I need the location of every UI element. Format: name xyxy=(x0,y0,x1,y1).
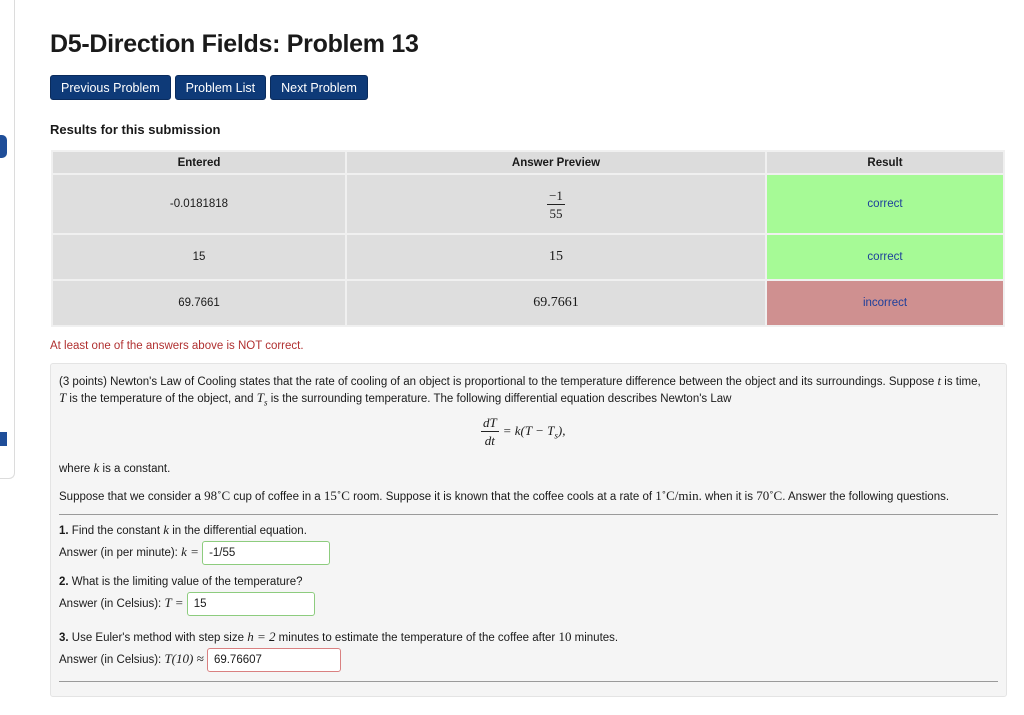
column-header-entered: Entered xyxy=(53,152,345,173)
answer-lhs: T = xyxy=(164,595,184,611)
results-table xyxy=(51,150,1005,327)
question-text: What is the limiting value of the temperature? xyxy=(68,576,303,588)
question-number: 1. xyxy=(59,525,69,537)
preview-denominator: 55 xyxy=(549,205,563,221)
intro-text: is time, xyxy=(941,376,981,388)
where-text xyxy=(59,460,170,476)
scenario-part: Suppose that we consider a xyxy=(59,491,205,503)
side-panel xyxy=(0,0,15,479)
question-text: Find the constant xyxy=(68,525,164,537)
result-cell: incorrect xyxy=(767,281,1003,325)
math-var: k xyxy=(93,460,100,475)
math-value: 98˚C xyxy=(204,488,231,503)
next-problem-button[interactable]: Next Problem xyxy=(270,75,368,100)
side-panel-toggle[interactable] xyxy=(0,135,7,158)
equation-rhs-end: ), xyxy=(557,422,566,438)
entered-cell: -0.0181818 xyxy=(53,175,345,233)
where-text-2: is a constant. xyxy=(99,463,171,475)
math-var: k xyxy=(163,522,169,537)
math-value: 1˚C/min. xyxy=(655,488,702,503)
answer-lhs: k = xyxy=(181,544,199,560)
question-text: minutes. xyxy=(571,632,619,644)
math-value: 10 xyxy=(558,629,572,644)
entered-cell: 15 xyxy=(53,235,345,279)
page-title: D5-Direction Fields: Problem 13 xyxy=(50,30,419,58)
problem-body xyxy=(50,363,1007,697)
math-subscript: s xyxy=(554,430,558,441)
answer-label: Answer (in per minute): xyxy=(59,547,182,560)
table-row xyxy=(53,235,1003,279)
problem-nav xyxy=(50,75,368,100)
answer-row xyxy=(59,592,315,616)
math-var: T xyxy=(256,390,264,405)
math-expr: h = 2 xyxy=(247,629,276,644)
answer-label: Answer (in Celsius): xyxy=(59,598,165,611)
result-cell: correct xyxy=(767,235,1003,279)
results-header-row xyxy=(53,152,1003,173)
question-number: 3. xyxy=(59,632,69,644)
scenario-text xyxy=(59,488,949,504)
results-heading: Results for this submission xyxy=(50,122,221,137)
question-text: Use Euler's method with step size xyxy=(68,632,248,644)
divider xyxy=(59,681,998,682)
question-number: 2. xyxy=(59,576,69,588)
differential-equation xyxy=(481,416,565,447)
column-header-preview: Answer Preview xyxy=(347,152,765,173)
column-header-result: Result xyxy=(767,152,1003,173)
question-2-text xyxy=(59,573,315,592)
question-text: in the differential equation. xyxy=(169,525,307,537)
scenario-part: room. Suppose it is known that the coffee cools at a rate of xyxy=(349,491,656,503)
answer-input-limit[interactable]: 15 xyxy=(187,592,315,616)
question-2 xyxy=(59,573,315,616)
previous-problem-button[interactable]: Previous Problem xyxy=(50,75,171,100)
intro-text: is the temperature of the object, and xyxy=(66,393,257,405)
derivative-denominator: dt xyxy=(484,433,495,448)
derivative-fraction xyxy=(481,416,499,447)
intro-text: (3 points) Newton's Law of Cooling states that the rate of cooling of an object is proportional to the temperature difference between the object and its surroundings. Suppose xyxy=(59,376,938,388)
answer-row xyxy=(59,648,618,672)
question-3-text xyxy=(59,627,618,648)
where-text-1: where xyxy=(59,463,94,475)
question-text: minutes to estimate the temperature of the coffee after xyxy=(275,632,559,644)
scenario-part: . Answer the following questions. xyxy=(782,491,950,503)
table-row xyxy=(53,281,1003,325)
math-subscript: s xyxy=(263,397,268,408)
preview-cell xyxy=(347,175,765,233)
incorrect-warning: At least one of the answers above is NOT correct. xyxy=(50,340,304,352)
math-var: t xyxy=(937,373,942,388)
divider xyxy=(59,514,998,515)
problem-list-button[interactable]: Problem List xyxy=(175,75,266,100)
answer-input-k[interactable]: -1/55 xyxy=(202,541,330,565)
preview-cell: 15 xyxy=(347,235,765,279)
math-value: 70˚C xyxy=(756,488,783,503)
intro-text: is the surrounding temperature. The following differential equation describes Newton's Law xyxy=(267,393,732,405)
equation-rhs-text: = k(T − T xyxy=(502,422,555,438)
derivative-numerator: dT xyxy=(483,415,497,430)
answer-label: Answer (in Celsius): xyxy=(59,654,165,667)
question-1-text xyxy=(59,520,330,541)
answer-lhs: T(10) ≈ xyxy=(164,651,204,667)
scenario-part: when it is xyxy=(701,491,757,503)
side-panel-marker xyxy=(0,432,7,446)
answer-input-euler[interactable]: 69.76607 xyxy=(207,648,341,672)
answer-row xyxy=(59,541,330,565)
math-value: 15˚C xyxy=(323,488,350,503)
question-3 xyxy=(59,627,618,672)
math-var: T xyxy=(59,390,67,405)
table-row xyxy=(53,175,1003,233)
result-cell: correct xyxy=(767,175,1003,233)
preview-fraction xyxy=(547,189,565,220)
equation-rhs xyxy=(503,423,566,441)
question-1 xyxy=(59,520,330,565)
problem-intro xyxy=(59,373,989,410)
scenario-part: cup of coffee in a xyxy=(230,491,324,503)
preview-cell: 69.7661 xyxy=(347,281,765,325)
entered-cell: 69.7661 xyxy=(53,281,345,325)
preview-numerator: −1 xyxy=(549,187,563,203)
